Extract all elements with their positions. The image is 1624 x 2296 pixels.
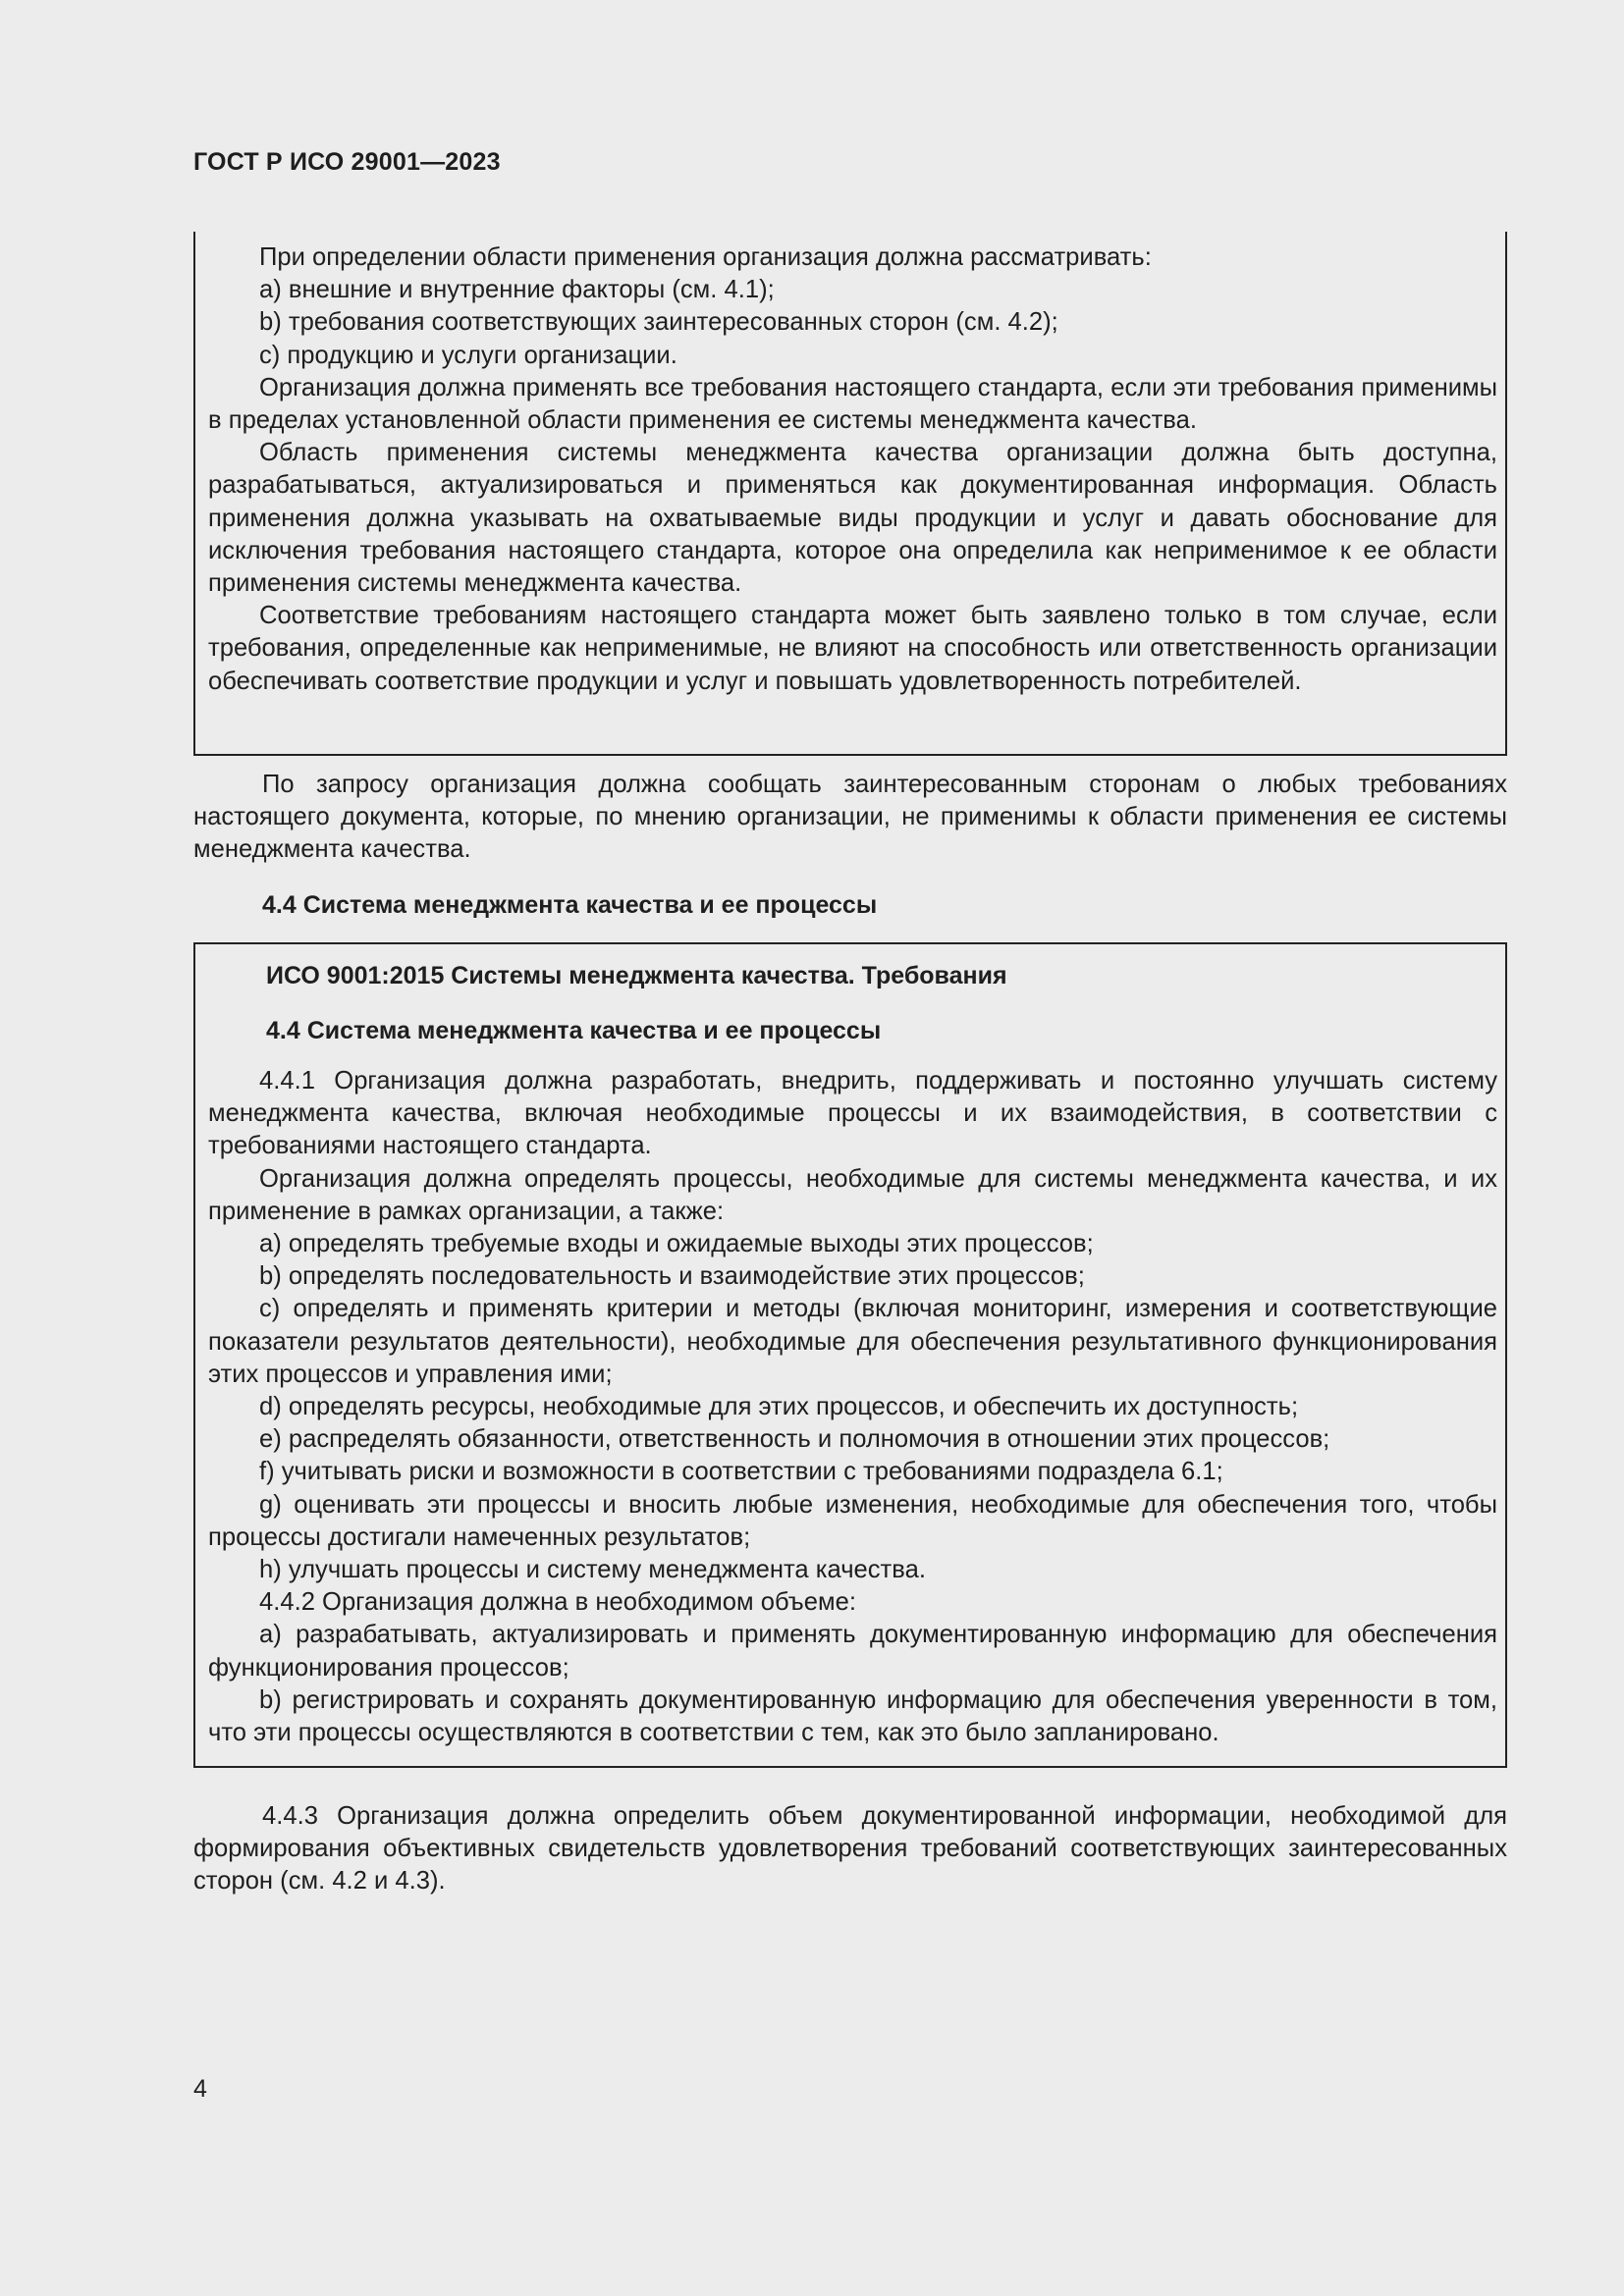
box1-list-item: a) внешние и внутренние факторы (см. 4.1); [259, 276, 775, 304]
box2-list-item: a) разрабатывать, актуализировать и применять документированную информацию для обеспечения функционирования процессов; [208, 1621, 1497, 1682]
box2-list-item: d) определять ресурсы, необходимые для этих процессов, и обеспечить их доступность; [259, 1393, 1299, 1421]
box2-paragraph: 4.4.1 Организация должна разработать, внедрить, поддерживать и постоянно улучшать систему менеджмента качества, включая необходимые процессы и их взаимодействия, в соответствии с требованиями настоящего стандарта. [208, 1067, 1497, 1160]
body-paragraph-request [193, 769, 1507, 867]
box1-paragraph: Организация должна применять все требования настоящего стандарта, если эти требования применимы в пределах установленной области применения ее системы менеджмента качества. [208, 373, 1497, 435]
section-heading-4-4: 4.4 Система менеджмента качества и ее процессы [262, 891, 878, 919]
box1-paragraph: Соответствие требованиям настоящего стандарта может быть заявлено только в том случае, если требования, определенные как неприменимые, не влияют на способность или ответственность организации обеспечивать соответствие продукции и услуг и повышать удовлетворенность потребителей. [208, 602, 1497, 695]
box2-paragraph: 4.4.2 Организация должна в необходимом объеме: [259, 1588, 856, 1617]
box1-list-item: b) требования соответствующих заинтересованных сторон (см. 4.2); [259, 308, 1058, 337]
box1-paragraph: При определении области применения организация должна рассматривать: [259, 243, 1152, 271]
box2-list-item: a) определять требуемые входы и ожидаемые выходы этих процессов; [259, 1230, 1094, 1258]
box2-text [208, 1065, 1497, 1749]
box2-list-item: f) учитывать риски и возможности в соответствии с требованиями подраздела 6.1; [259, 1458, 1223, 1486]
box1-list-item: c) продукцию и услуги организации. [259, 341, 677, 369]
box2-paragraph: Организация должна определять процессы, необходимые для системы менеджмента качества, и их применение в рамках организации, а также: [208, 1164, 1497, 1225]
body-paragraph-4-4-3 [193, 1800, 1507, 1898]
box2-list-item: e) распределять обязанности, ответственность и полномочия в отношении этих процессов; [259, 1425, 1330, 1454]
box2-subtitle: 4.4 Система менеджмента качества и ее процессы [266, 1017, 882, 1044]
body-paragraph: 4.4.3 Организация должна определить объем документированной информации, необходимой для формирования объективных свидетельств удовлетворения требований соответствующих заинтересованных сторон (см. 4.2 и 4.3). [193, 1802, 1507, 1896]
box2-list-item: g) оценивать эти процессы и вносить любые изменения, необходимые для обеспечения того, чтобы процессы достигали намеченных результатов; [208, 1490, 1497, 1551]
box2-list-item: b) определять последовательность и взаимодействие этих процессов; [259, 1262, 1085, 1291]
box2-list-item: c) определять и применять критерии и методы (включая мониторинг, измерения и соответствующие показатели результатов деятельности), необходимые для обеспечения результативного функционирования этих процессов и управления ими; [208, 1295, 1497, 1388]
box1-paragraph: Область применения системы менеджмента качества организации должна быть доступна, разрабатываться, актуализироваться и применяться как документированная информация. Область применения должна указывать на охватываемые виды продукции и услуг и давать обоснование для исключения требования настоящего стандарта, которое она определила как неприменимое к ее области применения системы менеджмента качества. [208, 439, 1497, 598]
box2-title: ИСО 9001:2015 Системы менеджмента качества. Требования [266, 962, 1007, 989]
document-header: ГОСТ Р ИСО 29001—2023 [193, 148, 501, 176]
body-paragraph: По запросу организация должна сообщать заинтересованным сторонам о любых требованиях настоящего документа, которые, по мнению организации, не применимы к области применения ее системы менеджмента качества. [193, 771, 1507, 864]
box2-list-item: h) улучшать процессы и систему менеджмента качества. [259, 1556, 926, 1584]
box1-text [208, 241, 1497, 698]
box2-list-item: b) регистрировать и сохранять документированную информацию для обеспечения уверенности в том, что эти процессы осуществляются в соответствии с тем, как это было запланировано. [208, 1685, 1497, 1747]
page-number: 4 [193, 2075, 207, 2103]
